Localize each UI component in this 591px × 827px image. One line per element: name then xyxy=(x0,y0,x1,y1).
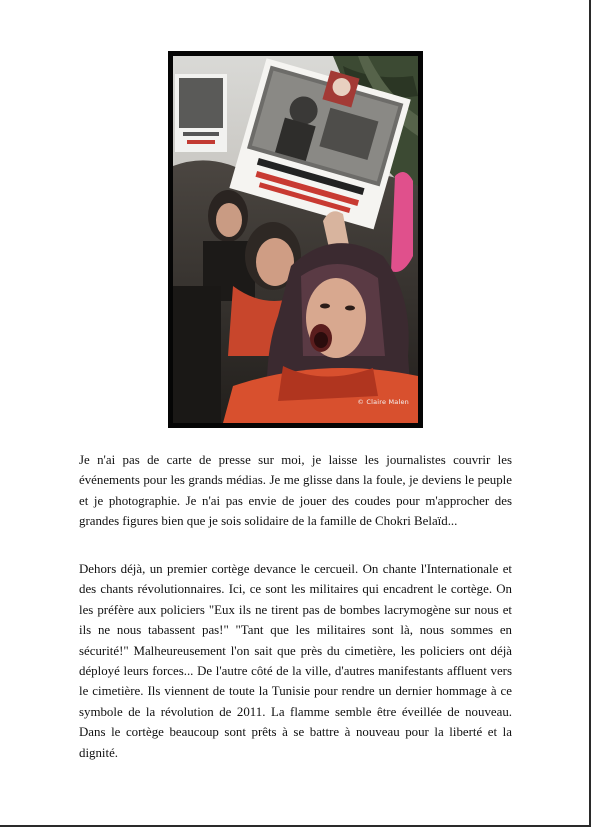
article-paragraph-2 xyxy=(79,559,512,763)
protest-photo-frame xyxy=(168,51,423,428)
article-paragraph-1 xyxy=(79,450,512,532)
background-sign xyxy=(175,74,227,152)
paragraph-text: Dehors déjà, un premier cortège devance le cercueil. On chante l'Internationale et des chants révolutionnaires. Ici, ce sont les militaires qui encadrent le cortège. On les préfère aux policiers "Eux ils ne tirent pas de bombes lacrymogène sur nous et ils ne nous tabassent pas!" "Tant que les militaires sont là, nous sommes en sécurité!" Malheureusement l'on sait que près du cimetière, les policiers ont déjà déployé leurs forces... De l'autre côté de la ville, d'autres manifestants affluent vers le cimetière. Ils viennent de toute la Tunisie pour rendre un dernier hommage à ce symbole de la révolution de 2011. La flamme semble être éveillée de nouveau. Dans le cortège beaucoup sont prêts à se battre à nouveau pour la liberté et la dignité. xyxy=(79,562,512,760)
protest-photo xyxy=(173,56,418,423)
photo-credit: © Claire Malen xyxy=(357,398,409,406)
paragraph-text: Je n'ai pas de carte de presse sur moi, je laisse les journalistes couvrir les événements pour les grands médias. Je me glisse dans la foule, je deviens le peuple et je photographie. Je n'ai pas envie de jouer des coudes pour m'approcher des grandes figures bien que je sois solidaire de la famille de Chokri Belaïd... xyxy=(79,453,512,529)
protest-photo-illustration xyxy=(173,56,418,423)
